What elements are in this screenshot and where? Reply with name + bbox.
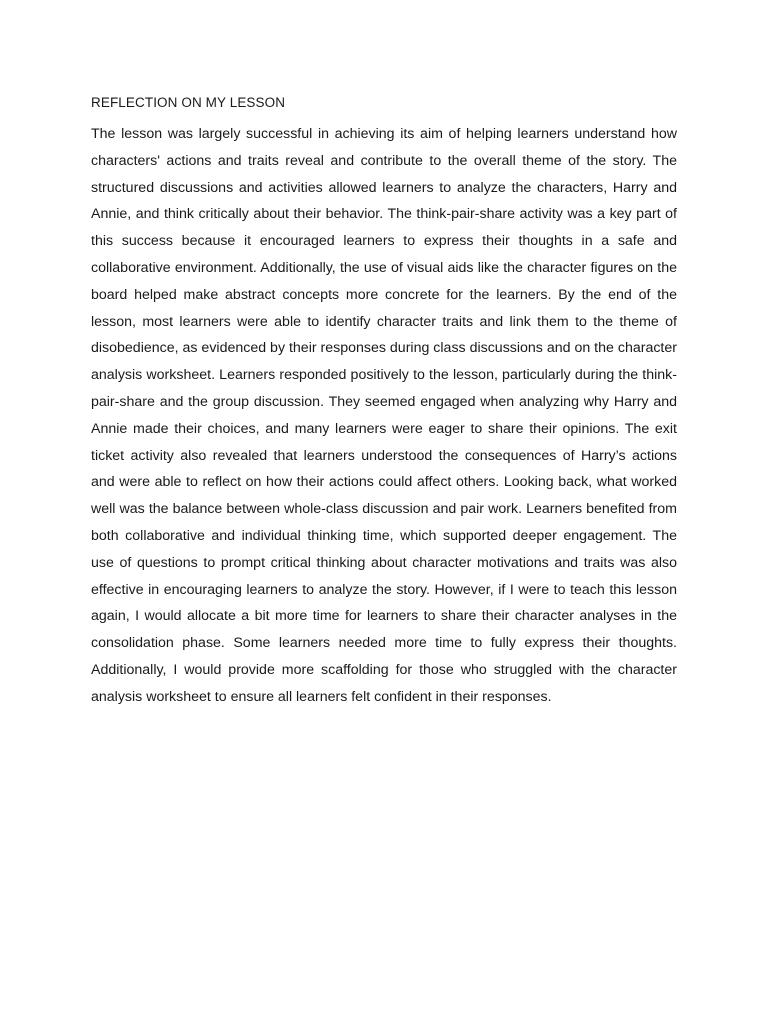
reflection-paragraph: The lesson was largely successful in achieving its aim of helping learners understand how characters' actions and traits reveal and contribute to the overall theme of the story. The structured discussions and activities allowed learners to analyze the characters, Harry and Annie, and think critically about their behavior. The think-pair-share activity was a key part of this success because it encouraged learners to express their thoughts in a safe and collaborative environment. Additionally, the use of visual aids like the character figures on the board helped make abstract concepts more concrete for the learners. By the end of the lesson, most learners were able to identify character traits and link them to the theme of disobedience, as evidenced by their responses during class discussions and on the character analysis worksheet. Learners responded positively to the lesson, particularly during the think-pair-share and the group discussion. They seemed engaged when analyzing why Harry and Annie made their choices, and many learners were eager to share their opinions. The exit ticket activity also revealed that learners understood the consequences of Harry’s actions and were able to reflect on how their actions could affect others. Looking back, what worked well was the balance between whole-class discussion and pair work. Learners benefited from both collaborative and individual thinking time, which supported deeper engagement. The use of questions to prompt critical thinking about character motivations and traits was also effective in encouraging learners to analyze the story. However, if I were to teach this lesson again, I would allocate a bit more time for learners to share their character analyses in the consolidation phase. Some learners needed more time to fully express their thoughts. Additionally, I would provide more scaffolding for those who struggled with the character analysis worksheet to ensure all learners felt confident in their responses. — [91, 126, 677, 705]
document-title: REFLECTION ON MY LESSON — [91, 95, 286, 110]
document-content — [91, 93, 677, 711]
